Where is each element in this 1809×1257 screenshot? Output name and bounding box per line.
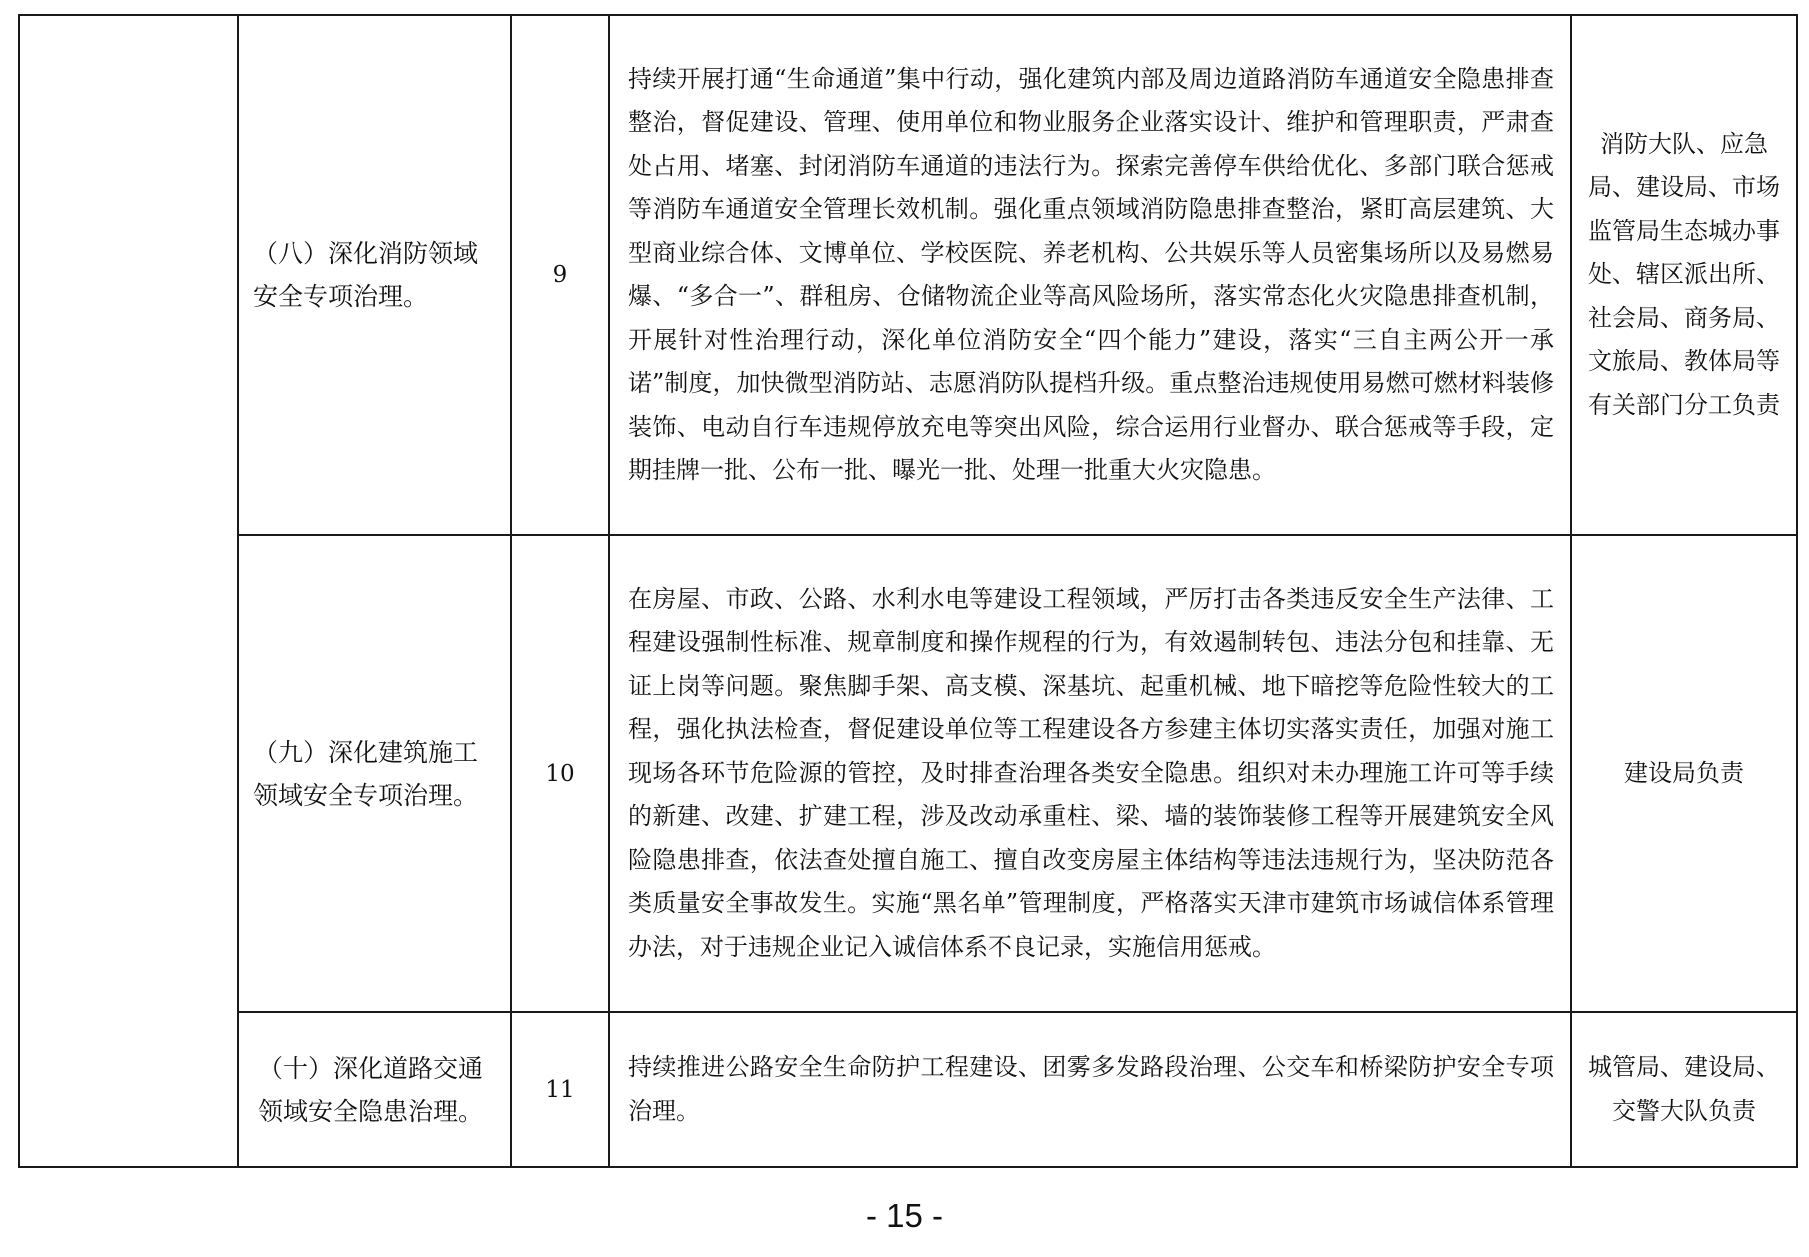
task-cell: （八）深化消防领域安全专项治理。 bbox=[238, 15, 511, 535]
table-row bbox=[19, 1012, 1797, 1167]
number-cell: 11 bbox=[511, 1012, 609, 1167]
content-cell: 持续推进公路安全生命防护工程建设、团雾多发路段治理、公交车和桥梁防护安全专项治理。 bbox=[609, 1012, 1571, 1167]
table-row bbox=[19, 535, 1797, 1012]
category-cell bbox=[19, 15, 238, 1167]
number-cell: 9 bbox=[511, 15, 609, 535]
task-cell: （十）深化道路交通领域安全隐患治理。 bbox=[238, 1012, 511, 1167]
table-row bbox=[19, 15, 1797, 535]
task-table bbox=[18, 14, 1798, 1168]
department-cell: 建设局负责 bbox=[1571, 535, 1797, 1012]
content-cell: 持续开展打通“生命通道”集中行动，强化建筑内部及周边道路消防车通道安全隐患排查整治，督促建设、管理、使用单位和物业服务企业落实设计、维护和管理职责，严肃查处占用、堵塞、封闭消防车通道的违法行为。探索完善停车供给优化、多部门联合惩戒等消防车通道安全管理长效机制。强化重点领域消防隐患排查整治，紧盯高层建筑、大型商业综合体、文博单位、学校医院、养老机构、公共娱乐等人员密集场所以及易燃易爆、“多合一”、群租房、仓储物流企业等高风险场所，落实常态化火灾隐患排查机制，开展针对性治理行动，深化单位消防安全“四个能力”建设，落实“三自主两公开一承诺”制度，加快微型消防站、志愿消防队提档升级。重点整治违规使用易燃可燃材料装修装饰、电动自行车违规停放充电等突出风险，综合运用行业督办、联合惩戒等手段，定期挂牌一批、公布一批、曝光一批、处理一批重大火灾隐患。 bbox=[609, 15, 1571, 535]
department-cell: 消防大队、应急局、建设局、市场监管局生态城办事处、辖区派出所、社会局、商务局、文旅局、教体局等有关部门分工负责 bbox=[1571, 15, 1797, 535]
task-cell: （九）深化建筑施工领域安全专项治理。 bbox=[238, 535, 511, 1012]
content-cell: 在房屋、市政、公路、水利水电等建设工程领域，严厉打击各类违反安全生产法律、工程建设强制性标准、规章制度和操作规程的行为，有效遏制转包、违法分包和挂靠、无证上岗等问题。聚焦脚手架、高支模、深基坑、起重机械、地下暗挖等危险性较大的工程，强化执法检查，督促建设单位等工程建设各方参建主体切实落实责任，加强对施工现场各环节危险源的管控，及时排查治理各类安全隐患。组织对未办理施工许可等手续的新建、改建、扩建工程，涉及改动承重柱、梁、墙的装饰装修工程等开展建筑安全风险隐患排查，依法查处擅自施工、擅自改变房屋主体结构等违法违规行为，坚决防范各类质量安全事故发生。实施“黑名单”管理制度，严格落实天津市建筑市场诚信体系管理办法，对于违规企业记入诚信体系不良记录，实施信用惩戒。 bbox=[609, 535, 1571, 1012]
department-cell: 城管局、建设局、交警大队负责 bbox=[1571, 1012, 1797, 1167]
number-cell: 10 bbox=[511, 535, 609, 1012]
page-number: - 15 - bbox=[865, 1197, 944, 1234]
